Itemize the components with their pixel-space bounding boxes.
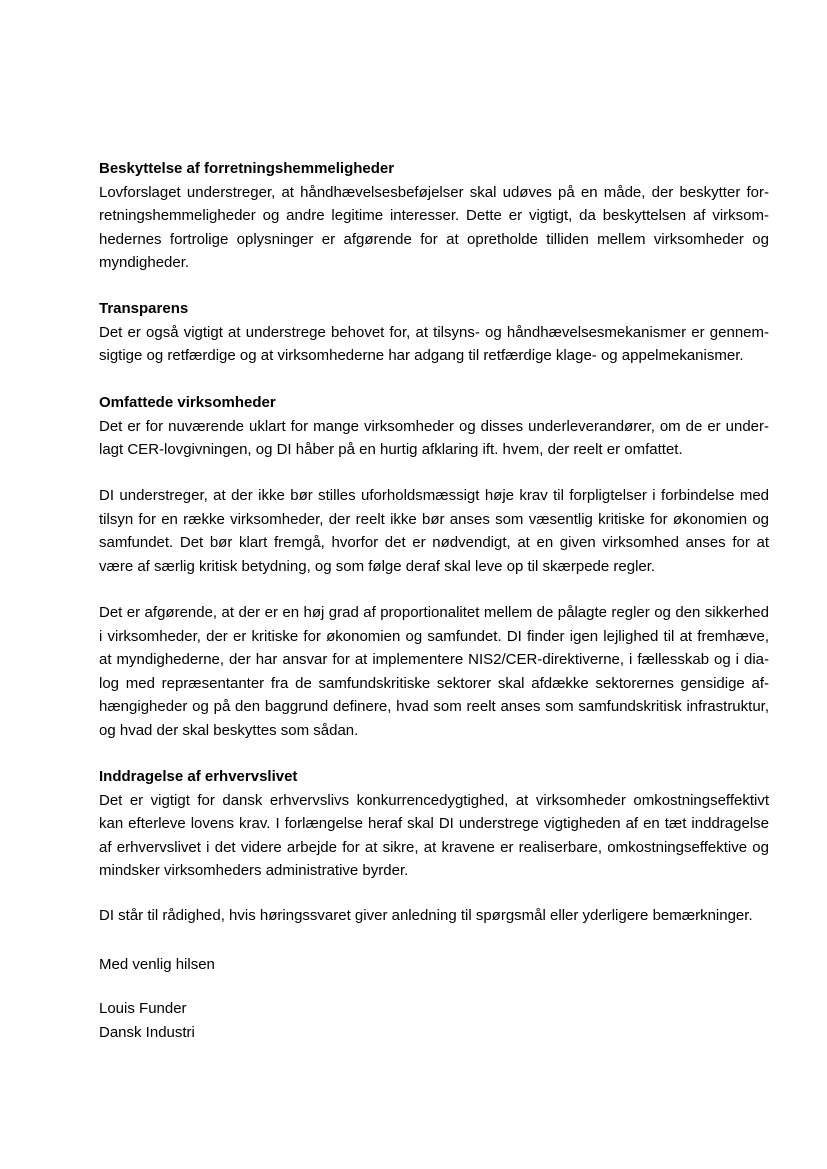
section-heading: Omfattede virksomheder xyxy=(99,394,276,411)
paragraph-line: tilsyn for en række virksomheder, der reelt ikke bør anses som væsentlig kritiske for økonomien og xyxy=(99,510,769,528)
paragraph-line: hængigheder og på den baggrund definere, hvad som reelt anses som samfundskritisk infrastruktur, xyxy=(99,698,769,715)
paragraph-line: DI understreger, at der ikke bør stilles uforholdsmæssigt høje krav til forpligtelser i forbindelse med xyxy=(99,487,769,504)
paragraph-line: hedernes fortrolige oplysninger er afgørende for at opretholde tilliden mellem virksomheder og xyxy=(99,230,769,248)
paragraph-line: retningshemmeligheder og andre legitime interesser. Dette er vigtigt, da beskyttelsen af virksom- xyxy=(99,207,769,224)
paragraph-line: log med repræsentanter fra de samfundskritiske sektorer skal afdække sektorernes gensidige af- xyxy=(99,674,769,692)
paragraph-line: sigtige og retfærdige og at virksomhederne har adgang til retfærdige klage- og appelmekanismer. xyxy=(99,347,744,364)
section-heading: Transparens xyxy=(99,300,189,317)
paragraph-line: Det er også vigtigt at understrege behovet for, at tilsyns- og håndhævelsesmekanismer er gennem- xyxy=(99,323,769,341)
paragraph-raadighed xyxy=(99,904,769,928)
paragraph-line: lagt CER-lovgivningen, og DI håber på en hurtig afklaring ift. hvem, der reelt er omfattet. xyxy=(99,441,683,458)
section-heading: Inddragelse af erhvervslivet xyxy=(99,768,298,785)
paragraph-line: Det er for nuværende uklart for mange virksomheder og disses underleverandører, om de er under- xyxy=(99,417,769,435)
paragraph-line: DI står til rådighed, hvis høringssvaret giver anledning til spørgsmål eller yderligere bemærkninger. xyxy=(99,907,753,924)
paragraph-line: og hvad der skal beskyttes som sådan. xyxy=(99,721,359,739)
paragraph-line: myndigheder. xyxy=(99,254,190,271)
paragraph-proportionalitet xyxy=(99,601,769,742)
paragraph-line: Det er afgørende, at der er en høj grad af proportionalitet mellem de pålagte regler og den sikkerhed xyxy=(99,604,769,621)
signature-block xyxy=(99,997,769,1044)
paragraph-line: i virksomheder, der er kritiske for økonomien og samfundet. DI finder igen lejlighed til at fremhæve, xyxy=(99,627,769,645)
signature-name: Louis Funder xyxy=(99,1000,187,1017)
paragraph-line: være af særlig kritisk betydning, og som følge deraf skal leve op til skærpede regler. xyxy=(99,557,656,575)
section-transparens xyxy=(99,297,769,368)
section-heading: Beskyttelse af forretningshemmeligheder xyxy=(99,160,395,177)
section-omfattede-virksomheder xyxy=(99,391,769,462)
paragraph-line: Det er vigtigt for dansk erhvervslivs konkurrencedygtighed, at virksomheder omkostningseffektivt xyxy=(99,791,769,809)
paragraph-line: af erhvervslivet i det videre arbejde for at sikre, at kravene er realiserbare, omkostningseffektive og xyxy=(99,838,769,856)
section-forretningshemmeligheder xyxy=(99,157,769,275)
paragraph-line: mindsker virksomheders administrative byrder. xyxy=(99,862,409,879)
section-inddragelse xyxy=(99,765,769,883)
paragraph-line: samfundet. Det bør klart fremgå, hvorfor det er nødvendigt, at en given virksomhed anses for at xyxy=(99,534,769,551)
paragraph-line: Lovforslaget understreger, at håndhævelsesbeføjelser skal udøves på en måde, der beskytter for- xyxy=(99,183,769,201)
paragraph-line: kan efterleve lovens krav. I forlængelse heraf skal DI understrege vigtigheden af en tæt inddragelse xyxy=(99,815,769,832)
signature-organization: Dansk Industri xyxy=(99,1023,195,1041)
closing-greeting: Med venlig hilsen xyxy=(99,956,215,973)
paragraph-krav xyxy=(99,484,769,578)
closing-greeting-block xyxy=(99,953,769,977)
paragraph-line: at myndighederne, der har ansvar for at implementere NIS2/CER-direktiverne, i fællesskab og i dia- xyxy=(99,651,769,668)
